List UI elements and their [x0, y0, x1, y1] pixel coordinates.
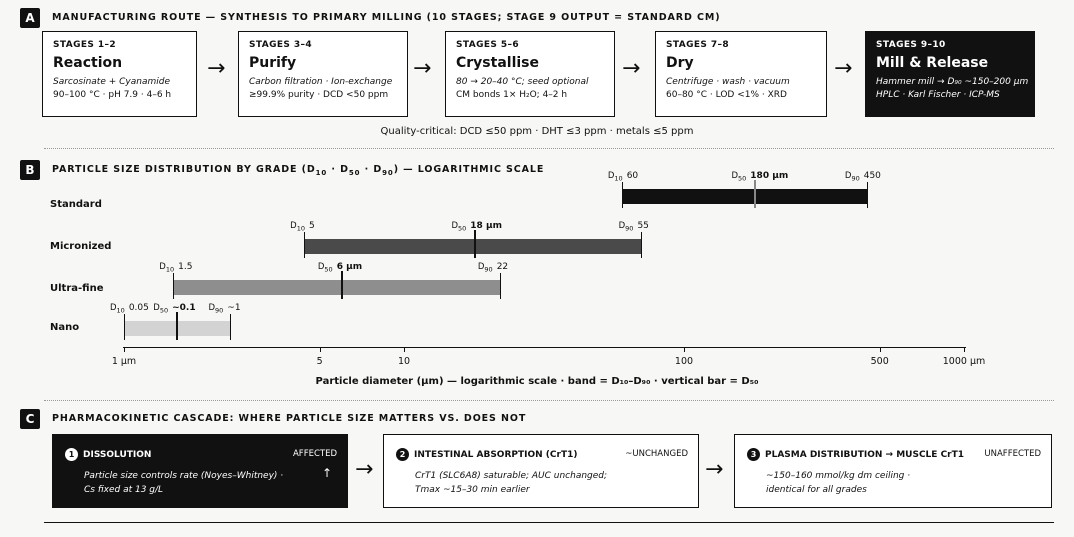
- grade-label-micronized: Micronized: [50, 241, 112, 252]
- section-c-title: PHARMACOKINETIC CASCADE: WHERE PARTICLE SIZE MATTERS VS. DOES NOT: [52, 413, 527, 424]
- stage-mill-release-box: [865, 31, 1035, 117]
- d50-label: $D_{50}$ 18 µm: [451, 221, 502, 233]
- stage-kicker: STAGES 5–6: [456, 40, 520, 50]
- step-number-badge: 2: [396, 448, 409, 461]
- x-axis-tick: [684, 347, 685, 352]
- pk-status-label: ~UNCHANGED: [625, 449, 688, 459]
- pk-detail-2: identical for all grades: [766, 485, 867, 495]
- stage-detail-2: HPLC · Karl Fischer · ICP-MS: [876, 90, 1000, 100]
- pk-detail-2: Cs fixed at 13 g/L: [84, 485, 164, 495]
- pk-status-label: AFFECTED: [292, 449, 337, 459]
- grade-label-nano: Nano: [50, 322, 80, 333]
- d90-label: $D_{90}$ 55: [618, 221, 649, 233]
- d10-tick: [124, 314, 125, 340]
- stage-detail-1: Hammer mill → D₉₀ ~150–200 µm: [876, 77, 1029, 87]
- psd-band-standard: [622, 189, 867, 204]
- section-a-label: A: [20, 8, 40, 28]
- d10-label: $D_{10}$ 0.05: [110, 303, 149, 315]
- section-c-label: C: [20, 409, 40, 429]
- d10-tick: [622, 182, 623, 208]
- quality-critical-note: Quality-critical: DCD ≤50 ppm · DHT ≤3 ppm · metals ≤5 ppm: [380, 126, 694, 137]
- d10-tick: [304, 232, 305, 258]
- stage-name: Reaction: [53, 55, 123, 71]
- stage-dry-box: [655, 31, 827, 117]
- stage-detail-2: 60–80 °C · LOD <1% · XRD: [666, 90, 787, 100]
- pk-absorption-box: [383, 434, 699, 508]
- stage-detail-1: Sarcosinate + Cyanamide: [53, 77, 170, 87]
- x-axis-tick: [404, 347, 405, 352]
- x-axis-tick: [124, 347, 125, 352]
- grade-label-standard: Standard: [50, 199, 102, 210]
- bottom-rule: [44, 522, 1054, 523]
- stage-name: Crystallise: [456, 55, 540, 71]
- pk-step-title: DISSOLUTION: [83, 449, 152, 460]
- d90-label: $D_{90}$ 450: [844, 171, 881, 183]
- pk-step-title: PLASMA DISTRIBUTION → MUSCLE CrT1: [765, 449, 965, 460]
- step-number-badge: 1: [65, 448, 78, 461]
- section-divider: [44, 400, 1054, 401]
- x-axis-tick-label: 500: [870, 356, 889, 367]
- arrow-right-icon: →: [622, 56, 641, 81]
- d50-marker: [754, 180, 756, 208]
- d90-tick: [500, 273, 501, 299]
- grade-label-ultra-fine: Ultra-fine: [50, 283, 104, 294]
- section-a-title: MANUFACTURING ROUTE — SYNTHESIS TO PRIMARY MILLING (10 STAGES; STAGE 9 OUTPUT = STANDARD CM): [52, 12, 721, 23]
- d90-tick: [641, 232, 642, 258]
- psd-band-ultra-fine: [173, 280, 500, 295]
- d50-label: $D_{50}$ ~0.1: [153, 303, 196, 315]
- pk-detail-2: Tmax ~15–30 min earlier: [415, 485, 530, 495]
- x-axis-tick-label: 1 µm: [111, 356, 137, 367]
- stage-detail-1: Centrifuge · wash · vacuum: [666, 77, 790, 87]
- pk-distribution-box: [734, 434, 1052, 508]
- step-number-badge: 3: [747, 448, 760, 461]
- section-b-label: B: [20, 160, 40, 180]
- d90-label: $D_{90}$ 22: [477, 262, 509, 274]
- stage-detail-2: 90–100 °C · pH 7.9 · 4–6 h: [53, 90, 172, 100]
- d50-label: $D_{50}$ 6 µm: [317, 262, 363, 274]
- stage-kicker: STAGES 7–8: [666, 40, 730, 50]
- x-axis-label: Particle diameter (µm) — logarithmic scale · band = D₁₀–D₉₀ · vertical bar = D₅₀: [315, 376, 759, 387]
- d10-tick: [173, 273, 174, 299]
- pk-detail-1: ~150–160 mmol/kg dm ceiling ·: [766, 471, 911, 481]
- section-divider: [44, 148, 1054, 149]
- d50-marker: [176, 312, 178, 340]
- d50-marker: [474, 230, 476, 258]
- arrow-right-icon: →: [207, 56, 226, 81]
- stage-kicker: STAGES 1–2: [53, 40, 117, 50]
- stage-name: Mill & Release: [876, 55, 989, 71]
- d90-tick: [230, 314, 231, 340]
- d10-label: $D_{10}$ 1.5: [159, 262, 193, 274]
- arrow-up-icon: ↑: [321, 466, 332, 480]
- arrow-right-icon: →: [834, 56, 853, 81]
- d10-label: $D_{10}$ 5: [290, 221, 315, 233]
- stage-purify-box: [238, 31, 408, 117]
- x-axis-tick-label: 100: [674, 356, 694, 367]
- x-axis-tick-label: 5: [316, 356, 323, 367]
- x-axis-tick-label: 10: [397, 356, 411, 367]
- d10-label: $D_{10}$ 60: [607, 171, 639, 183]
- x-axis-tick: [964, 347, 965, 352]
- pk-detail-1: Particle size controls rate (Noyes–Whitney) ·: [84, 471, 284, 481]
- section-b-title: PARTICLE SIZE DISTRIBUTION BY GRADE $(D_{10} \cdot D_{50} \cdot D_{90})$ — LOGARITHMIC SCALE: [52, 164, 545, 177]
- stage-reaction-box: [42, 31, 197, 117]
- d50-marker: [341, 271, 343, 299]
- stage-detail-1: 80 → 20–40 °C; seed optional: [456, 77, 589, 87]
- stage-crystallise-box: [445, 31, 615, 117]
- d50-label: $D_{50}$ 180 µm: [731, 171, 789, 183]
- x-axis-tick-label: 1000 µm: [942, 356, 986, 367]
- d90-label: $D_{90}$ ~1: [208, 303, 241, 315]
- stage-name: Purify: [249, 55, 297, 71]
- pk-status-label: UNAFFECTED: [984, 449, 1041, 459]
- stage-detail-2: CM bonds 1× H₂O; 4–2 h: [456, 90, 568, 100]
- stage-name: Dry: [666, 55, 694, 71]
- pk-detail-1: CrT1 (SLC6A8) saturable; AUC unchanged;: [415, 471, 608, 481]
- stage-detail-2: ≥99.9% purity · DCD <50 ppm: [249, 90, 389, 100]
- arrow-right-icon: →: [413, 56, 432, 81]
- x-axis-tick: [880, 347, 881, 352]
- stage-kicker: STAGES 3–4: [249, 40, 313, 50]
- pk-dissolution-box: [52, 434, 348, 508]
- arrow-right-icon: →: [355, 457, 374, 482]
- pk-step-title: INTESTINAL ABSORPTION (CrT1): [414, 449, 578, 460]
- stage-detail-1: Carbon filtration · Ion-exchange: [249, 77, 393, 87]
- x-axis-tick: [320, 347, 321, 352]
- stage-kicker: STAGES 9–10: [876, 40, 946, 50]
- x-axis-line: [123, 347, 966, 348]
- arrow-right-icon: →: [705, 457, 724, 482]
- psd-band-micronized: [304, 239, 640, 254]
- d90-tick: [867, 182, 868, 208]
